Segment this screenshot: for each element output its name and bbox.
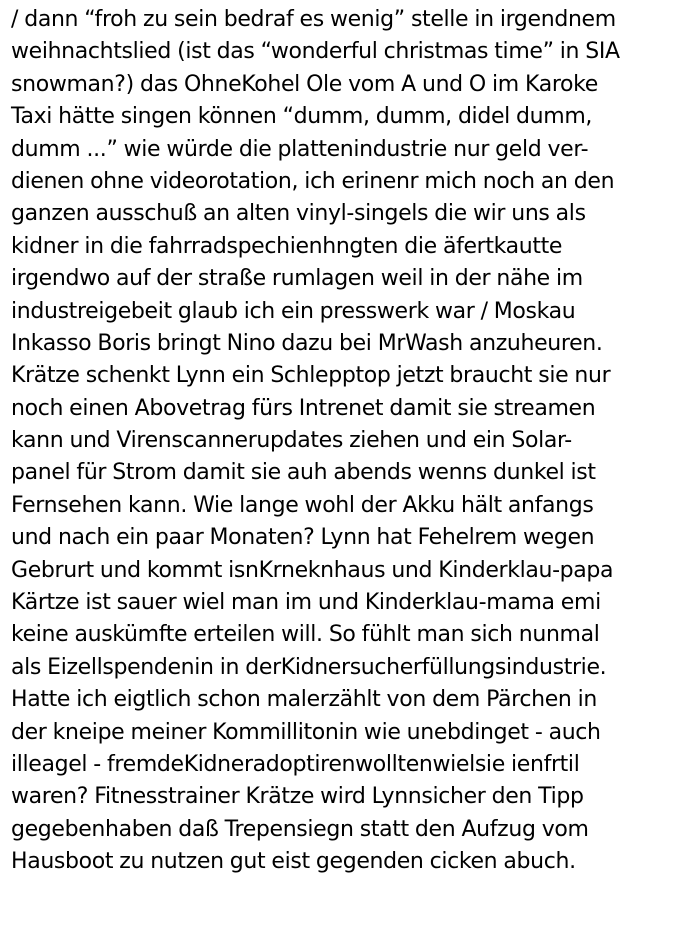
text-line: Taxi hätte singen können “dumm, dumm, didel dumm, <box>11 104 593 130</box>
text-line: der kneipe meiner Kommillitonin wie unebdinget - auch <box>11 719 601 745</box>
text-line: Inkasso Boris bringt Nino dazu bei MrWash anzuheuren. <box>11 330 603 356</box>
text-line: gegebenhaben daß Trepensiegn statt den Aufzug vom <box>11 816 589 842</box>
text-line: Krätze schenkt Lynn ein Schlepptop jetzt braucht sie nur <box>11 363 611 389</box>
text-line: illeagel - fremdeKidneradoptirenwolltenwielsie ienfrtil <box>11 751 580 777</box>
text-line: dumm ...” wie würde die plattenindustrie nur geld ver- <box>11 136 589 162</box>
text-line: Fernsehen kann. Wie lange wohl der Akku hält anfangs <box>11 492 594 518</box>
text-line: industreigebeit glaub ich ein presswerk war / Moskau <box>11 298 576 324</box>
document-page <box>11 4 679 879</box>
text-line: kidner in die fahrradspechienhngten die äfertkautte <box>11 233 563 259</box>
text-line: panel für Strom damit sie auh abends wenns dunkel ist <box>11 460 596 486</box>
text-line: noch einen Abovetrag fürs Intrenet damit sie streamen <box>11 395 596 421</box>
text-line: Gebrurt und kommt isnKrneknhaus und Kinderklau-papa <box>11 557 614 583</box>
text-line: und nach ein paar Monaten? Lynn hat Fehelrem wegen <box>11 525 595 551</box>
text-line: dienen ohne videorotation, ich erinenr mich noch an den <box>11 168 615 194</box>
text-line: snowman?) das OhneKohel Ole vom A und O im Karoke <box>11 71 598 97</box>
text-line: irgendwo auf der straße rumlagen weil in der nähe im <box>11 266 583 292</box>
text-line: weihnachtslied (ist das “wonderful christmas time” in SIA <box>11 39 620 65</box>
text-line: kann und Virenscannerupdates ziehen und ein Solar- <box>11 428 572 454</box>
text-line: als Eizellspendenin in derKidnersucherfüllungsindustrie. <box>11 654 607 680</box>
text-line: Hausboot zu nutzen gut eist gegenden cicken abuch. <box>11 849 576 875</box>
text-line: waren? Fitnesstrainer Krätze wird Lynnsicher den Tipp <box>11 784 584 810</box>
text-line: ganzen ausschuß an alten vinyl-singels die wir uns als <box>11 201 586 227</box>
text-line: Hatte ich eigtlich schon malerzählt von dem Pärchen in <box>11 687 597 713</box>
text-line: Kärtze ist sauer wiel man im und Kinderklau-mama emi <box>11 590 601 616</box>
text-line: / dann “froh zu sein bedraf es wenig” stelle in irgendnem <box>11 7 616 32</box>
text-line: keine auskümfte erteilen will. So fühlt man sich nunmal <box>11 622 600 648</box>
